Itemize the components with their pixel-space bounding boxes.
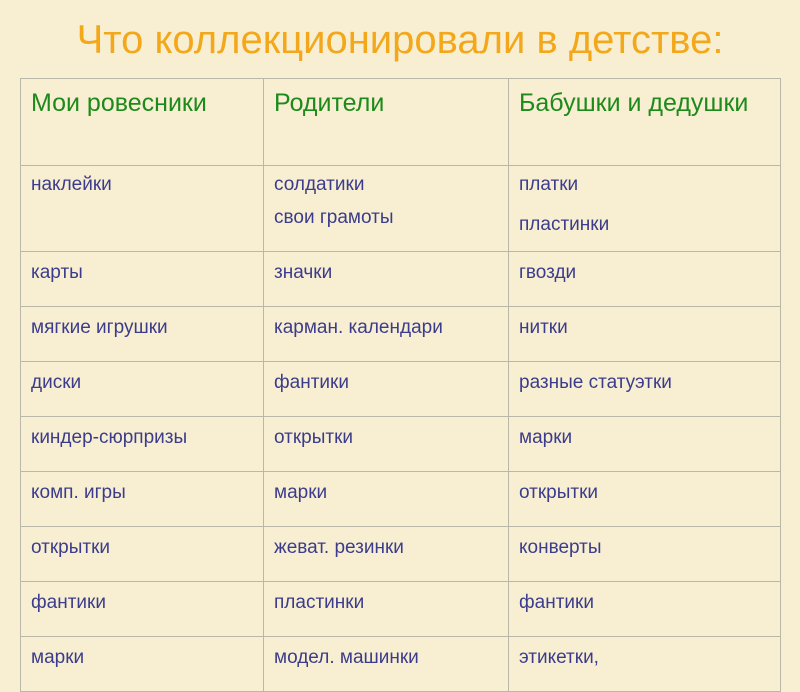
table-cell (264, 362, 509, 417)
table-cell (509, 417, 781, 472)
table-row (21, 307, 781, 362)
table-cell (21, 166, 264, 252)
cell-text: наклейки (31, 174, 112, 195)
table-cell (509, 637, 781, 692)
table-row (21, 527, 781, 582)
cell-text: фантики (31, 592, 106, 613)
table-row (21, 417, 781, 472)
cell-text: открытки (274, 427, 354, 448)
cell-text: фантики (519, 592, 594, 613)
table-cell (21, 252, 264, 307)
cell-text: киндер-сюрпризы (31, 427, 188, 448)
cell-text: платки (519, 174, 579, 195)
cell-text: значки (274, 262, 333, 283)
header-peers: Мои ровесники (21, 79, 264, 166)
header-grandparents: Бабушки и дедушки (509, 79, 781, 166)
cell-text: фантики (274, 372, 349, 393)
table-row (21, 637, 781, 692)
table-cell (264, 166, 509, 252)
cell-text: этикетки, (519, 647, 599, 668)
cell-text: пластинки (519, 214, 610, 235)
cell-text: разные статуэтки (519, 372, 672, 393)
table-cell (509, 527, 781, 582)
table-cell (509, 166, 781, 252)
table-cell (264, 417, 509, 472)
cell-text: солдатики (274, 174, 365, 195)
table-cell (21, 307, 264, 362)
cell-text: мягкие игрушки (31, 317, 168, 338)
cell-text: карман. календари (274, 317, 443, 338)
table-row (21, 582, 781, 637)
cell-text: диски (31, 372, 82, 393)
table-cell (509, 307, 781, 362)
cell-text: карты (31, 262, 83, 283)
table-cell (264, 582, 509, 637)
table-row (21, 166, 781, 252)
cell-text: марки (31, 647, 85, 668)
cell-text: нитки (519, 317, 568, 338)
table-row (21, 252, 781, 307)
cell-text: гвозди (519, 262, 577, 283)
cell-text: модел. машинки (274, 647, 419, 668)
table-cell (21, 417, 264, 472)
slide-title: Что коллекционировали в детстве: (76, 18, 724, 62)
table-cell (21, 637, 264, 692)
table-cell (21, 472, 264, 527)
cell-text: жеват. резинки (274, 537, 404, 558)
cell-text: открытки (31, 537, 111, 558)
cell-text: марки (519, 427, 573, 448)
cell-text: пластинки (274, 592, 365, 613)
table-cell (264, 252, 509, 307)
table-cell (509, 362, 781, 417)
table-row (21, 472, 781, 527)
cell-text: конверты (519, 537, 602, 558)
table-cell (21, 362, 264, 417)
cell-text: свои грамоты (274, 207, 394, 228)
table-cell (264, 637, 509, 692)
table-header-row (21, 79, 781, 166)
header-parents: Родители (264, 79, 509, 166)
table-cell (264, 527, 509, 582)
cell-text: марки (274, 482, 328, 503)
table-cell (509, 472, 781, 527)
table-cell (21, 527, 264, 582)
cell-text: комп. игры (31, 482, 126, 503)
table-row (21, 362, 781, 417)
table-cell (264, 472, 509, 527)
cell-text: открытки (519, 482, 599, 503)
table-cell (509, 252, 781, 307)
table-cell (264, 307, 509, 362)
table-cell (21, 582, 264, 637)
table-cell (509, 582, 781, 637)
